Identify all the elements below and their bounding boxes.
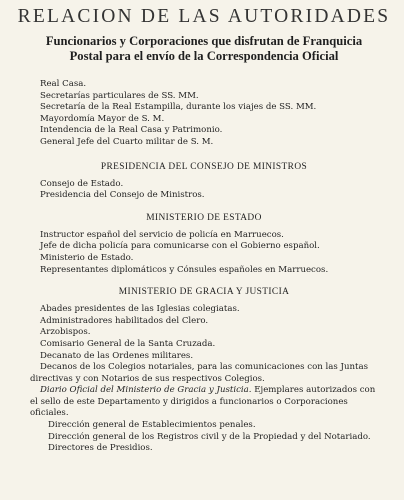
intro-list (40, 79, 392, 149)
list-item: Presidencia del Consejo de Ministros. (40, 190, 205, 201)
journal-title: Diario Oficial del Ministerio de Gracia y Justicia. (40, 385, 252, 396)
list-item: Real Casa. (40, 79, 87, 89)
subtitle-line-1: Funcionarios y Corporaciones que disfrutan de Franquicia (45, 34, 363, 48)
list-item: Consejo de Estado. (40, 178, 124, 189)
list-item: Mayordomía Mayor de S. M. (40, 113, 165, 124)
document-title: RELACION DE LAS AUTORIDADES (17, 6, 391, 27)
list-item: Representantes diplomáticos y Cónsules españoles en Marruecos. (40, 264, 329, 275)
list-item: Decanato de las Ordenes militares. (40, 350, 194, 361)
list-item: Dirección general de Establecimientos penales. (48, 420, 256, 431)
list-item: Secretarías particulares de SS. MM. (40, 90, 199, 101)
list-item: Administradores habilitados del Clero. (40, 315, 209, 326)
list-item: Comisario General de la Santa Cruzada. (40, 338, 216, 349)
list-item: General Jefe del Cuarto militar de S. M. (40, 136, 214, 147)
state-list (40, 230, 392, 276)
document-subtitle (16, 34, 392, 64)
list-item: Decanos de los Colegios notariales, para las comunicaciones con las Juntas directivas y con Notarios de sus respectivos Colegios. (30, 362, 369, 384)
section-heading-state: MINISTERIO DE ESTADO (146, 212, 262, 223)
section-heading-justice: MINISTERIO DE GRACIA Y JUSTICIA (118, 287, 290, 298)
list-item: Ministerio de Estado. (40, 252, 134, 263)
list-item (30, 385, 382, 420)
list-item: Intendencia de la Real Casa y Patrimonio. (40, 125, 223, 136)
section-heading-council: PRESIDENCIA DEL CONSEJO DE MINISTROS (100, 161, 308, 172)
list-item: Jefe de dicha policía para comunicarse con el Gobierno español. (40, 241, 320, 252)
list-item: Abades presidentes de las Iglesias colegiatas. (40, 304, 240, 315)
list-item: Dirección general de los Registros civil y de la Propiedad y del Notariado. (48, 431, 371, 442)
list-item: Arzobispos. (40, 327, 91, 338)
justice-list (30, 304, 392, 455)
list-item: Secretaría de la Real Estampilla, durante los viajes de SS. MM. (40, 102, 317, 113)
subtitle-line-2: Postal para el envío de la Correspondencia Oficial (69, 49, 339, 63)
list-item: Directores de Presidios. (48, 443, 153, 454)
journal-note: Ejemplares autorizados con el sello de este Departamento y dirigidos a funcionarios o Corporaciones oficiales. (30, 385, 376, 419)
list-item: Instructor español del servicio de policía en Marruecos. (40, 229, 284, 240)
council-list (40, 179, 392, 202)
